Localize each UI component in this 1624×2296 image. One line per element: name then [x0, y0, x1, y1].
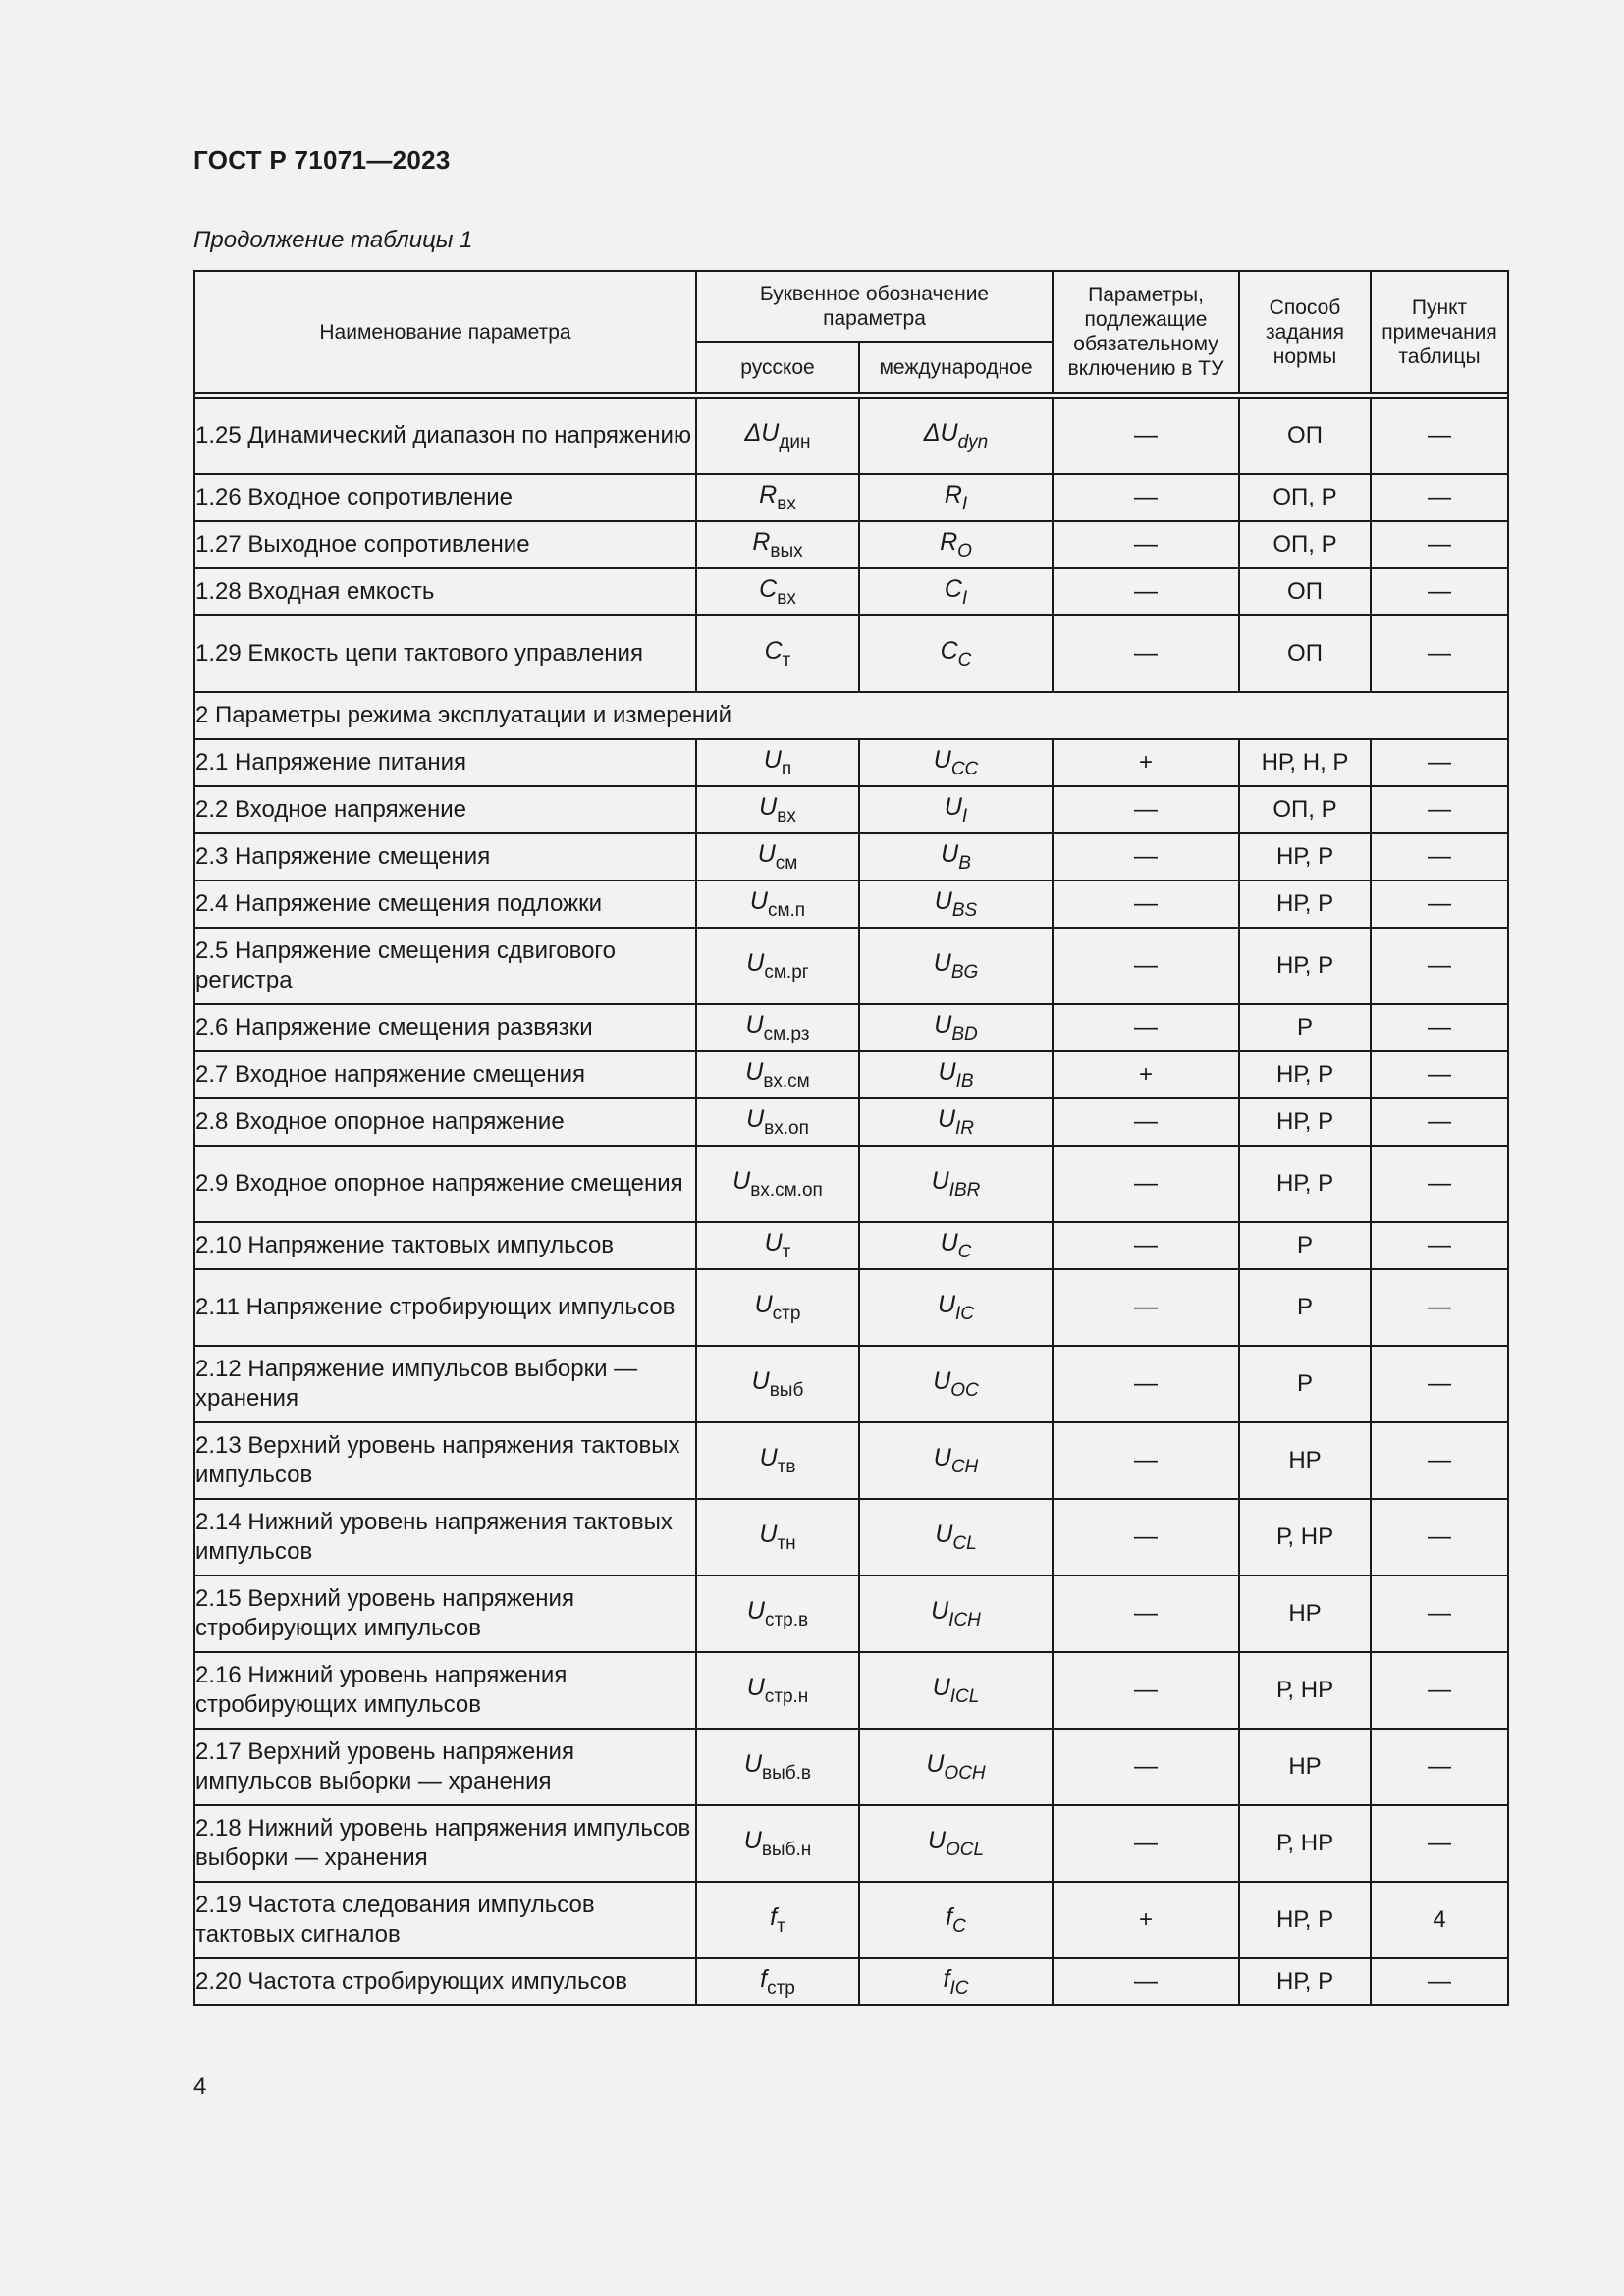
- param-name: 2.10 Напряжение тактовых импульсов: [194, 1222, 696, 1269]
- international-symbol: [859, 1499, 1053, 1575]
- international-symbol-base: U: [932, 1673, 950, 1701]
- note-ref: —: [1371, 1805, 1508, 1882]
- norm-method: НР, Р: [1239, 1882, 1371, 1958]
- tu-mark: —: [1053, 1269, 1239, 1346]
- norm-method: ОП: [1239, 568, 1371, 615]
- tu-mark: —: [1053, 474, 1239, 521]
- tu-mark: —: [1053, 1422, 1239, 1499]
- international-symbol: [859, 615, 1053, 692]
- russian-symbol-subscript: вх.оп: [764, 1117, 809, 1139]
- international-symbol-base: U: [931, 1596, 949, 1625]
- param-name: 2.2 Входное напряжение: [194, 786, 696, 833]
- russian-symbol-subscript: стр: [772, 1303, 801, 1324]
- table-row: [194, 1269, 1508, 1346]
- table-row: [194, 521, 1508, 568]
- international-symbol-base: U: [944, 792, 962, 821]
- international-symbol-base: C: [944, 574, 962, 603]
- russian-symbol: [696, 786, 859, 833]
- note-ref: —: [1371, 474, 1508, 521]
- parameters-table: [193, 270, 1509, 2006]
- table-row: [194, 1958, 1508, 2005]
- russian-symbol-subscript: стр.н: [764, 1685, 809, 1707]
- param-name: 1.27 Выходное сопротивление: [194, 521, 696, 568]
- tu-mark: —: [1053, 398, 1239, 474]
- russian-symbol: [696, 1051, 859, 1098]
- header-method: Способ задания нормы: [1239, 271, 1371, 393]
- table-row: [194, 1004, 1508, 1051]
- russian-symbol-subscript: т: [777, 1915, 785, 1937]
- russian-symbol-base: U: [759, 1520, 778, 1548]
- international-symbol-subscript: IC: [955, 1303, 975, 1324]
- international-symbol-base: U: [933, 1443, 951, 1471]
- international-symbol-subscript: CC: [950, 758, 979, 779]
- russian-symbol-base: U: [746, 1673, 765, 1701]
- russian-symbol-base: U: [745, 1010, 764, 1039]
- note-ref: —: [1371, 1729, 1508, 1805]
- russian-symbol: [696, 1346, 859, 1422]
- russian-symbol-subscript: п: [781, 758, 792, 779]
- tu-mark: —: [1053, 1575, 1239, 1652]
- table-row: [194, 1098, 1508, 1146]
- norm-method: НР: [1239, 1575, 1371, 1652]
- norm-method: ОП: [1239, 615, 1371, 692]
- note-ref: —: [1371, 1051, 1508, 1098]
- international-symbol-subscript: BD: [951, 1023, 978, 1044]
- russian-symbol: [696, 1422, 859, 1499]
- international-symbol-base: U: [926, 1749, 945, 1778]
- note-ref: —: [1371, 1269, 1508, 1346]
- table-row: [194, 568, 1508, 615]
- norm-method: Р: [1239, 1004, 1371, 1051]
- international-symbol: [859, 1051, 1053, 1098]
- russian-symbol-subscript: см: [775, 852, 798, 874]
- tu-mark: —: [1053, 1958, 1239, 2005]
- international-symbol-subscript: CL: [952, 1532, 977, 1554]
- international-symbol-subscript: BS: [951, 899, 978, 921]
- russian-symbol-base: U: [757, 839, 776, 868]
- international-symbol: [859, 1805, 1053, 1882]
- tu-mark: —: [1053, 1729, 1239, 1805]
- header-international: международное: [859, 342, 1053, 393]
- international-symbol: [859, 1146, 1053, 1222]
- tu-mark: —: [1053, 1499, 1239, 1575]
- table-row: [194, 928, 1508, 1004]
- russian-symbol: [696, 833, 859, 881]
- international-symbol-subscript: dyn: [957, 431, 989, 453]
- header-tu: Параметры, подлежащие обязательному включению в ТУ: [1053, 271, 1239, 393]
- param-name: 2.15 Верхний уровень напряжения стробирующих импульсов: [194, 1575, 696, 1652]
- international-symbol-subscript: I: [961, 587, 968, 609]
- russian-symbol-base: f: [770, 1902, 778, 1931]
- norm-method: Р: [1239, 1346, 1371, 1422]
- international-symbol: [859, 739, 1053, 786]
- russian-symbol: [696, 398, 859, 474]
- international-symbol-base: U: [940, 1228, 958, 1256]
- table-row: [194, 474, 1508, 521]
- russian-symbol-base: U: [743, 1826, 762, 1854]
- header-name: Наименование параметра: [194, 271, 696, 393]
- international-symbol: [859, 1098, 1053, 1146]
- header-letter-group: Буквенное обозначение параметра: [696, 271, 1053, 342]
- table-row: [194, 1346, 1508, 1422]
- note-ref: —: [1371, 1575, 1508, 1652]
- russian-symbol-base: U: [743, 1749, 763, 1778]
- international-symbol-subscript: IR: [955, 1117, 975, 1139]
- param-name: 2.14 Нижний уровень напряжения тактовых импульсов: [194, 1499, 696, 1575]
- param-name: 2.9 Входное опорное напряжение смещения: [194, 1146, 696, 1222]
- russian-symbol-base: R: [759, 480, 778, 508]
- russian-symbol-base: U: [746, 1104, 765, 1133]
- norm-method: НР, Р: [1239, 1051, 1371, 1098]
- russian-symbol-subscript: т: [782, 649, 791, 670]
- norm-method: НР, Р: [1239, 833, 1371, 881]
- international-symbol: [859, 1222, 1053, 1269]
- norm-method: НР, Н, Р: [1239, 739, 1371, 786]
- russian-symbol-subscript: вх: [777, 493, 796, 514]
- param-name: 2.7 Входное напряжение смещения: [194, 1051, 696, 1098]
- tu-mark: —: [1053, 928, 1239, 1004]
- international-symbol-base: U: [933, 1366, 951, 1395]
- international-symbol: [859, 928, 1053, 1004]
- russian-symbol: [696, 1222, 859, 1269]
- russian-symbol-subscript: т: [782, 1241, 791, 1262]
- note-ref: —: [1371, 1958, 1508, 2005]
- international-symbol: [859, 1004, 1053, 1051]
- international-symbol-base: U: [935, 1520, 953, 1548]
- russian-symbol-base: U: [745, 1057, 764, 1086]
- russian-symbol-base: U: [763, 745, 782, 774]
- table-caption: Продолжение таблицы 1: [193, 227, 473, 253]
- norm-method: Р: [1239, 1222, 1371, 1269]
- norm-method: ОП, Р: [1239, 474, 1371, 521]
- param-name: 2.8 Входное опорное напряжение: [194, 1098, 696, 1146]
- norm-method: НР, Р: [1239, 881, 1371, 928]
- note-ref: —: [1371, 1652, 1508, 1729]
- note-ref: —: [1371, 786, 1508, 833]
- international-symbol-subscript: CH: [950, 1456, 979, 1477]
- russian-symbol-base: ΔU: [744, 418, 780, 447]
- international-symbol-base: U: [927, 1826, 946, 1854]
- table-row: [194, 1146, 1508, 1222]
- param-name: 2.4 Напряжение смещения подложки: [194, 881, 696, 928]
- russian-symbol: [696, 474, 859, 521]
- international-symbol-base: U: [937, 1104, 956, 1133]
- table-row: [194, 615, 1508, 692]
- russian-symbol-subscript: выб: [769, 1379, 804, 1401]
- param-name: 2.19 Частота следования импульсов тактовых сигналов: [194, 1882, 696, 1958]
- table-row: [194, 1222, 1508, 1269]
- param-name: 2.18 Нижний уровень напряжения импульсов выборки — хранения: [194, 1805, 696, 1882]
- international-symbol: [859, 1346, 1053, 1422]
- document-header: ГОСТ Р 71071—2023: [193, 145, 451, 175]
- tu-mark: —: [1053, 1222, 1239, 1269]
- russian-symbol: [696, 1652, 859, 1729]
- note-ref: —: [1371, 398, 1508, 474]
- russian-symbol: [696, 1499, 859, 1575]
- russian-symbol-subscript: тн: [777, 1532, 796, 1554]
- table-row: [194, 1805, 1508, 1882]
- international-symbol: [859, 398, 1053, 474]
- param-name: 2.1 Напряжение питания: [194, 739, 696, 786]
- international-symbol: [859, 1575, 1053, 1652]
- international-symbol: [859, 474, 1053, 521]
- table-row: [194, 1499, 1508, 1575]
- russian-symbol: [696, 1098, 859, 1146]
- international-symbol-subscript: IB: [955, 1070, 974, 1092]
- norm-method: Р, НР: [1239, 1499, 1371, 1575]
- international-symbol-subscript: I: [961, 493, 968, 514]
- tu-mark: —: [1053, 615, 1239, 692]
- tu-mark: —: [1053, 1805, 1239, 1882]
- tu-mark: —: [1053, 521, 1239, 568]
- russian-symbol-subscript: стр.в: [764, 1609, 809, 1630]
- international-symbol: [859, 833, 1053, 881]
- russian-symbol-subscript: вх.см: [763, 1070, 810, 1092]
- table-row: [194, 1882, 1508, 1958]
- norm-method: ОП, Р: [1239, 521, 1371, 568]
- international-symbol-base: U: [937, 1290, 956, 1318]
- international-symbol-base: U: [933, 948, 951, 977]
- international-symbol-subscript: OCH: [944, 1762, 986, 1784]
- param-name: 2.12 Напряжение импульсов выборки — хранения: [194, 1346, 696, 1422]
- norm-method: НР: [1239, 1422, 1371, 1499]
- russian-symbol: [696, 1729, 859, 1805]
- norm-method: Р, НР: [1239, 1805, 1371, 1882]
- note-ref: —: [1371, 881, 1508, 928]
- international-symbol-base: R: [944, 480, 962, 508]
- international-symbol: [859, 786, 1053, 833]
- russian-symbol-base: U: [764, 1228, 783, 1256]
- param-name: 2.6 Напряжение смещения развязки: [194, 1004, 696, 1051]
- international-symbol: [859, 521, 1053, 568]
- tu-mark: +: [1053, 1051, 1239, 1098]
- russian-symbol: [696, 1269, 859, 1346]
- russian-symbol: [696, 568, 859, 615]
- international-symbol: [859, 568, 1053, 615]
- norm-method: НР: [1239, 1729, 1371, 1805]
- international-symbol-base: U: [934, 886, 952, 915]
- russian-symbol: [696, 928, 859, 1004]
- tu-mark: —: [1053, 1146, 1239, 1222]
- note-ref: —: [1371, 1422, 1508, 1499]
- note-ref: —: [1371, 568, 1508, 615]
- norm-method: ОП: [1239, 398, 1371, 474]
- param-name: 1.28 Входная емкость: [194, 568, 696, 615]
- note-ref: 4: [1371, 1882, 1508, 1958]
- table-row: [194, 1652, 1508, 1729]
- international-symbol-subscript: O: [957, 540, 972, 561]
- param-name: 2.20 Частота стробирующих импульсов: [194, 1958, 696, 2005]
- international-symbol: [859, 881, 1053, 928]
- russian-symbol-subscript: вх: [777, 805, 796, 827]
- tu-mark: +: [1053, 1882, 1239, 1958]
- note-ref: —: [1371, 1146, 1508, 1222]
- russian-symbol: [696, 615, 859, 692]
- table-row: [194, 739, 1508, 786]
- international-symbol-subscript: ICH: [948, 1609, 981, 1630]
- international-symbol-subscript: B: [958, 852, 971, 874]
- international-symbol-subscript: C: [957, 1241, 972, 1262]
- international-symbol-subscript: IBR: [948, 1179, 981, 1201]
- tu-mark: —: [1053, 1652, 1239, 1729]
- international-symbol-base: ΔU: [923, 418, 958, 447]
- russian-symbol: [696, 1004, 859, 1051]
- international-symbol-base: U: [938, 1057, 956, 1086]
- page-number: 4: [193, 2073, 207, 2100]
- table-row: [194, 1729, 1508, 1805]
- russian-symbol-subscript: см.рз: [763, 1023, 810, 1044]
- norm-method: НР, Р: [1239, 1958, 1371, 2005]
- tu-mark: —: [1053, 833, 1239, 881]
- russian-symbol-base: U: [759, 1443, 778, 1471]
- international-symbol-subscript: ICL: [949, 1685, 980, 1707]
- russian-symbol-base: U: [732, 1166, 751, 1195]
- param-name: 2.5 Напряжение смещения сдвигового регистра: [194, 928, 696, 1004]
- international-symbol-subscript: OC: [950, 1379, 979, 1401]
- norm-method: НР, Р: [1239, 1146, 1371, 1222]
- international-symbol-subscript: C: [957, 649, 972, 670]
- note-ref: —: [1371, 521, 1508, 568]
- russian-symbol: [696, 881, 859, 928]
- russian-symbol-subscript: см.рг: [764, 961, 809, 983]
- international-symbol: [859, 1269, 1053, 1346]
- param-name: 2.3 Напряжение смещения: [194, 833, 696, 881]
- international-symbol-base: U: [934, 1010, 952, 1039]
- header-note: Пункт примечания таблицы: [1371, 271, 1508, 393]
- tu-mark: —: [1053, 1346, 1239, 1422]
- note-ref: —: [1371, 928, 1508, 1004]
- tu-mark: —: [1053, 881, 1239, 928]
- international-symbol-base: U: [931, 1166, 949, 1195]
- russian-symbol-subscript: стр: [767, 1977, 795, 1999]
- russian-symbol-base: f: [760, 1964, 768, 1993]
- table-row: [194, 1575, 1508, 1652]
- note-ref: —: [1371, 1098, 1508, 1146]
- international-symbol-base: U: [933, 745, 951, 774]
- section-row: [194, 692, 1508, 739]
- international-symbol: [859, 1882, 1053, 1958]
- note-ref: —: [1371, 615, 1508, 692]
- russian-symbol-subscript: тв: [777, 1456, 796, 1477]
- param-name: 2.16 Нижний уровень напряжения стробирующих импульсов: [194, 1652, 696, 1729]
- tu-mark: —: [1053, 568, 1239, 615]
- norm-method: ОП, Р: [1239, 786, 1371, 833]
- russian-symbol-subscript: вх: [777, 587, 796, 609]
- russian-symbol: [696, 739, 859, 786]
- russian-symbol-base: U: [759, 792, 778, 821]
- international-symbol-base: R: [940, 527, 958, 556]
- param-name: 1.29 Емкость цепи тактового управления: [194, 615, 696, 692]
- russian-symbol: [696, 521, 859, 568]
- international-symbol-base: f: [943, 1964, 950, 1993]
- header-russian: русское: [696, 342, 859, 393]
- param-name: 1.25 Динамический диапазон по напряжению: [194, 398, 696, 474]
- section-title: 2 Параметры режима эксплуатации и измерений: [194, 692, 1508, 739]
- russian-symbol-base: U: [746, 1596, 765, 1625]
- international-symbol: [859, 1422, 1053, 1499]
- tu-mark: —: [1053, 1004, 1239, 1051]
- russian-symbol: [696, 1958, 859, 2005]
- param-name: 2.17 Верхний уровень напряжения импульсов выборки — хранения: [194, 1729, 696, 1805]
- norm-method: НР, Р: [1239, 928, 1371, 1004]
- russian-symbol-subscript: выб.в: [762, 1762, 812, 1784]
- tu-mark: +: [1053, 739, 1239, 786]
- russian-symbol: [696, 1146, 859, 1222]
- table-row: [194, 1422, 1508, 1499]
- international-symbol: [859, 1729, 1053, 1805]
- param-name: 1.26 Входное сопротивление: [194, 474, 696, 521]
- note-ref: —: [1371, 833, 1508, 881]
- russian-symbol-base: U: [746, 948, 765, 977]
- table-row: [194, 786, 1508, 833]
- international-symbol-subscript: BG: [950, 961, 979, 983]
- international-symbol: [859, 1652, 1053, 1729]
- russian-symbol-subscript: дин: [779, 431, 811, 453]
- note-ref: —: [1371, 739, 1508, 786]
- russian-symbol-subscript: см.п: [767, 899, 806, 921]
- international-symbol-base: U: [941, 839, 959, 868]
- table-row: [194, 881, 1508, 928]
- russian-symbol: [696, 1575, 859, 1652]
- tu-mark: —: [1053, 786, 1239, 833]
- norm-method: НР, Р: [1239, 1098, 1371, 1146]
- param-name: 2.11 Напряжение стробирующих импульсов: [194, 1269, 696, 1346]
- note-ref: —: [1371, 1222, 1508, 1269]
- note-ref: —: [1371, 1499, 1508, 1575]
- international-symbol: [859, 1958, 1053, 2005]
- russian-symbol-subscript: выб.н: [761, 1839, 812, 1860]
- international-symbol-subscript: I: [961, 805, 968, 827]
- table-row: [194, 398, 1508, 474]
- russian-symbol-base: U: [751, 1366, 770, 1395]
- russian-symbol-subscript: вых: [770, 540, 803, 561]
- russian-symbol-subscript: вх.см.оп: [750, 1179, 823, 1201]
- table-row: [194, 1051, 1508, 1098]
- international-symbol-subscript: IC: [949, 1977, 969, 1999]
- norm-method: Р, НР: [1239, 1652, 1371, 1729]
- norm-method: Р: [1239, 1269, 1371, 1346]
- russian-symbol-base: C: [764, 636, 783, 665]
- russian-symbol-base: U: [749, 886, 768, 915]
- international-symbol-subscript: OCL: [946, 1839, 985, 1860]
- international-symbol-subscript: C: [952, 1915, 966, 1937]
- russian-symbol: [696, 1882, 859, 1958]
- russian-symbol-base: U: [754, 1290, 773, 1318]
- russian-symbol: [696, 1805, 859, 1882]
- param-name: 2.13 Верхний уровень напряжения тактовых импульсов: [194, 1422, 696, 1499]
- table-row: [194, 833, 1508, 881]
- note-ref: —: [1371, 1346, 1508, 1422]
- russian-symbol-base: R: [752, 527, 771, 556]
- international-symbol-base: C: [940, 636, 958, 665]
- russian-symbol-base: C: [759, 574, 778, 603]
- note-ref: —: [1371, 1004, 1508, 1051]
- international-symbol-base: f: [946, 1902, 953, 1931]
- tu-mark: —: [1053, 1098, 1239, 1146]
